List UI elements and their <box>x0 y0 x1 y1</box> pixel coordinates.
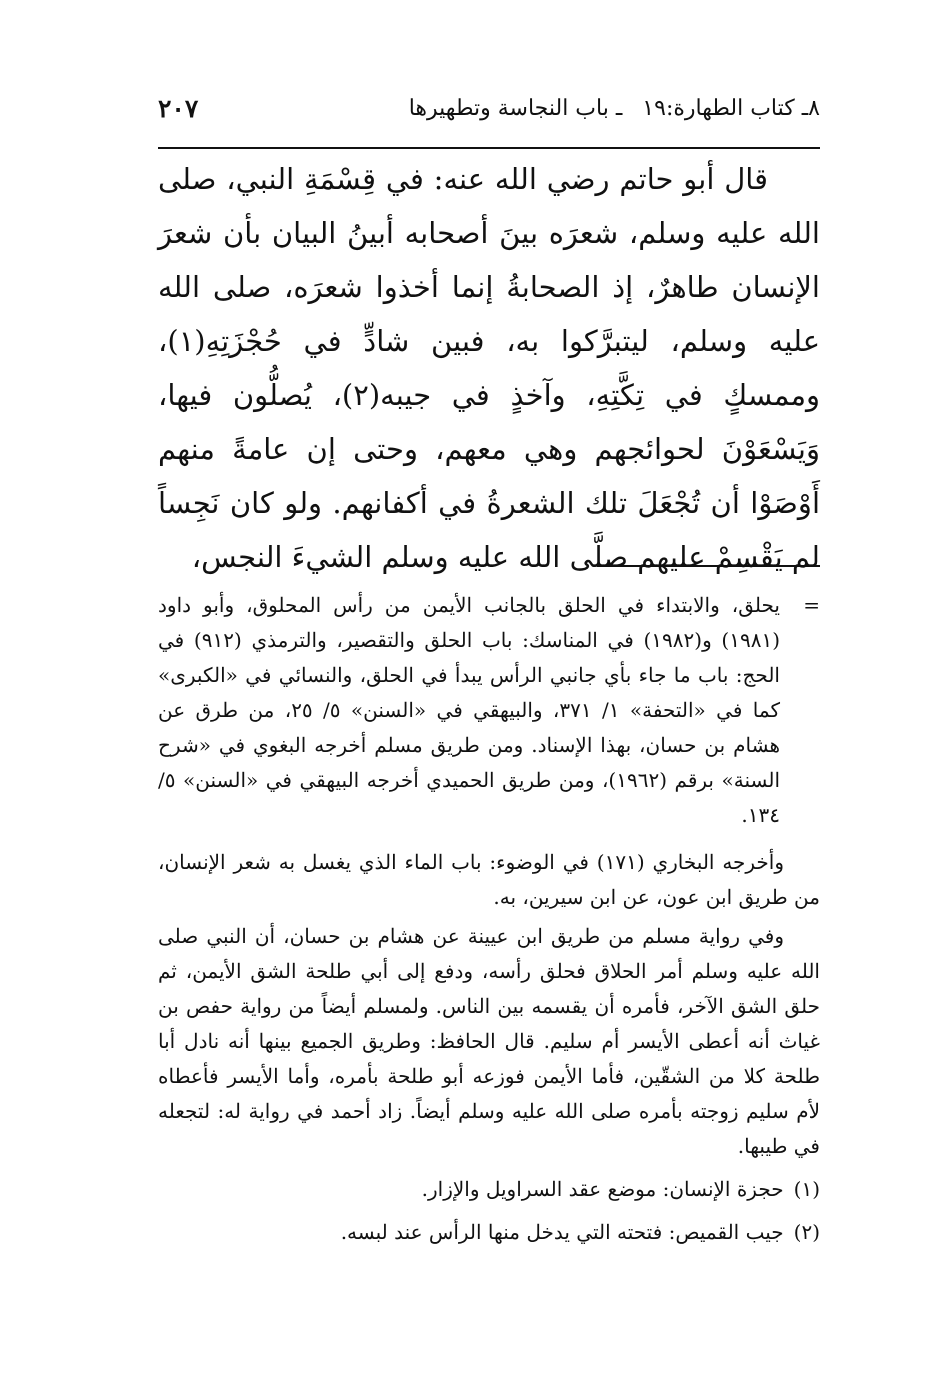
book-title: ٨ـ كتاب الطهارة: <box>665 96 820 121</box>
footnote-text: حجزة الإنسان: موضع عقد السراويل والإزار. <box>421 1177 784 1201</box>
running-header <box>158 92 820 138</box>
main-paragraph: قال أبو حاتم رضي الله عنه: في قِسْمَةِ النبي، صلى الله عليه وسلم، شعرَه بينَ أصحابه أبينُ البيان بأن شعرَ الإنسان طاهرٌ، إذ الصحابةُ إنما أخذوا شعرَه، صلى الله عليه وسلم، ليتبرَّكوا به، فبين شادٍّ في حُجْزَتِهِ(١)، وممسكٍ في تِكَّتِهِ، وآخذٍ في جيبه(٢)، يُصلُّون فيها، وَيَسْعَوْنَ لحوائجهم وهي معهم، وحتى إن عامةً منهم أَوْصَوْا أن تُجْعَلَ تلك الشعرةُ في أكفانهم. ولو كان نَجِساً لم يَقْسِمْ عليهم صلَّى الله عليه وسلم الشيءَ النجس، <box>158 162 820 574</box>
footnote-paragraph-muslim: وفي رواية مسلم من طريق ابن عيينة عن هشام بن حسان، أن النبي صلى الله عليه وسلم أمر الحلاق فحلق رأسه، ودفع إلى أبي طلحة الشق الأيمن، ثم حلق الشق الآخر، فأمره أن يقسمه بين الناس. ولمسلم أيضاً من رواية حفص بن غياث أنه أعطى الأيسر أم سليم. قال الحافظ: وطريق الجميع بينها أنه نادل أبا طلحة كلا من الشقّين، فأما الأيمن فوزعه أبو طلحة بأمره، وأما الأيسر فأعطاه لأم سليم زوجته بأمره صلى الله عليه وسلم أيضاً. زاد أحمد في رواية له: لتجعله في طيبها. <box>158 924 820 1158</box>
footnote-separator <box>597 565 820 567</box>
footnote-1 <box>158 1172 820 1207</box>
continuation-text: يحلق، والابتداء في الحلق بالجانب الأيمن من رأس المحلوق، وأبو داود (١٩٨١) و(١٩٨٢) في المناسك: باب الحلق والتقصير، والترمذي (٩١٢) في الحج: باب ما جاء بأي جانبي الرأس يبدأ في الحلق، والنسائي في «الكبرى» كما في «التحفة» ١/ ٣٧١، والبيهقي في «السنن» ٥/ ٢٥، من طرق عن هشام بن حسان، بهذا الإسناد. ومن طريق مسلم أخرجه البغوي في «شرح السنة» برقم (١٩٦٢)، ومن طريق الحميدي أخرجه البيهقي في «السنن» ٥/ ١٣٤. <box>158 593 781 827</box>
footnote-number: (٢) <box>793 1220 820 1244</box>
footnote-2 <box>158 1215 820 1250</box>
main-text <box>158 152 820 584</box>
footnote-paragraph-bukhari: وأخرجه البخاري (١٧١) في الوضوء: باب الماء الذي يغسل به شعر الإنسان، من طريق ابن عون، عن ابن سيرين، به. <box>158 850 820 909</box>
footnotes-section <box>158 588 820 1250</box>
page-number: ٢٠٧ <box>158 94 199 123</box>
footnote-continuation <box>158 588 820 833</box>
footnote-number: (١) <box>793 1177 820 1201</box>
header-rule <box>158 147 820 149</box>
chapter-title: ١٩ـ باب النجاسة وتطهيرها <box>408 96 666 121</box>
continuation-mark: = <box>803 593 820 617</box>
footnote-text: جيب القميص: فتحته التي يدخل منها الرأس عند لبسه. <box>340 1220 784 1244</box>
running-title <box>409 96 820 121</box>
